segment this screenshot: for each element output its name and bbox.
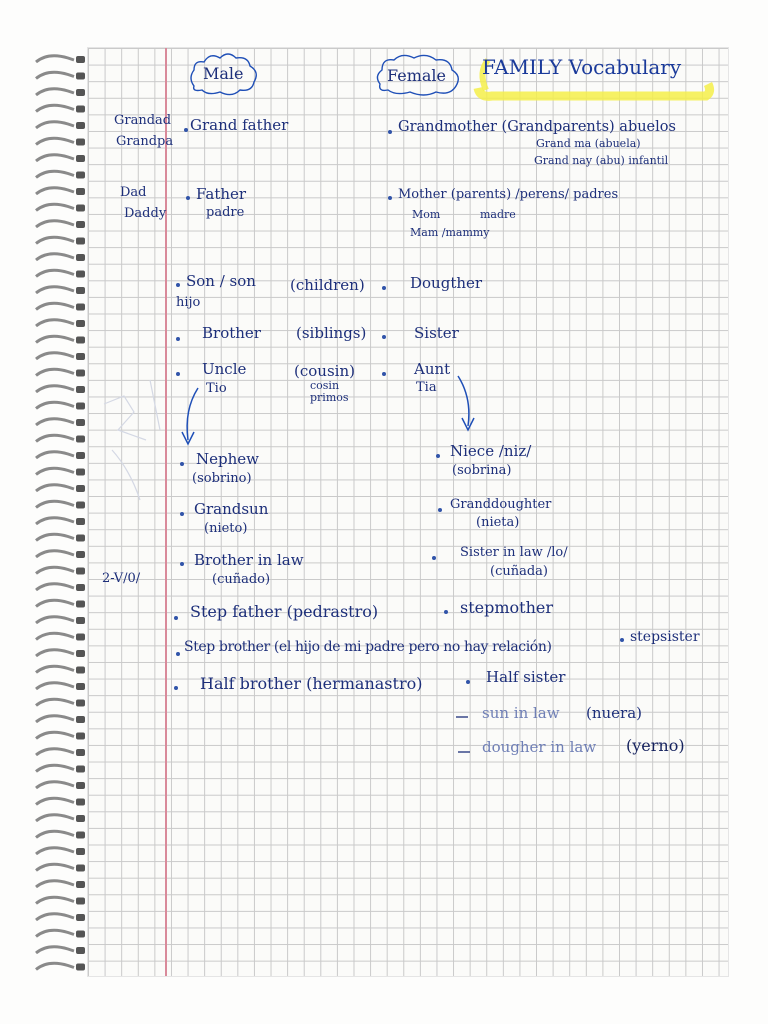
word-mother: Mother (parents) /perens/ padres <box>398 187 619 202</box>
word-mam: Mam /mammy <box>410 226 490 239</box>
bullet <box>436 454 440 458</box>
bullet <box>176 337 180 341</box>
word-son: Son / son <box>186 272 256 290</box>
word-stepbrother: Step brother (el hijo de mi padre pero no hay relación) <box>184 639 552 655</box>
word-mom: Mom <box>412 208 441 221</box>
note-date: 2-V/0/ <box>102 571 141 586</box>
word-sisterinlaw: Sister in law /lo/ <box>460 545 568 560</box>
word-uncle: Uncle <box>202 360 247 378</box>
bullet <box>382 335 386 339</box>
word-tia: Tia <box>416 380 437 395</box>
bullet <box>466 680 470 684</box>
bullet <box>184 128 188 132</box>
word-halfbrother: Half brother (hermanastro) <box>200 674 423 693</box>
word-madre: madre <box>480 208 516 221</box>
word-nuera: (nuera) <box>586 704 643 722</box>
word-stepsister: stepsister <box>630 629 700 645</box>
word-granddaughter: Granddoughter <box>450 497 552 512</box>
bullet <box>180 512 184 516</box>
word-grandma: Grand ma (abuela) <box>536 137 641 150</box>
title-highlight <box>478 84 710 96</box>
word-yerno: (yerno) <box>626 736 685 755</box>
word-siblings: (siblings) <box>296 324 367 342</box>
bullet <box>382 286 386 290</box>
bullet <box>174 686 178 690</box>
arrow-aunt-to-niece <box>458 376 469 426</box>
word-children: (children) <box>290 276 365 294</box>
word-nieta: (nieta) <box>476 515 520 530</box>
bullet <box>432 556 436 560</box>
note-dad: Dad <box>120 185 147 200</box>
note-grandpa: Grandpa <box>116 134 174 149</box>
bullet <box>438 508 442 512</box>
word-cousin: (cousin) <box>294 362 355 380</box>
word-cunada: (cuñada) <box>490 564 548 579</box>
page-title: FAMILY Vocabulary <box>482 55 682 79</box>
bullet <box>388 196 392 200</box>
word-tio: Tio <box>206 381 227 396</box>
word-hijo: hijo <box>176 295 201 310</box>
bullet <box>186 196 190 200</box>
word-nephew: Nephew <box>196 450 259 468</box>
word-father: Father <box>196 185 247 203</box>
word-primos: primos <box>310 391 349 404</box>
bullet <box>176 652 180 656</box>
word-stepfather: Step father (pedrastro) <box>190 602 379 621</box>
word-grandnay: Grand nay (abu) infantil <box>534 154 669 167</box>
bullet <box>388 130 392 134</box>
bullet <box>174 616 178 620</box>
bullet <box>180 462 184 466</box>
bullet <box>176 372 180 376</box>
word-nieto: (nieto) <box>204 521 248 536</box>
word-grandson: Grandsun <box>194 500 269 518</box>
word-sister: Sister <box>414 324 459 342</box>
female-heading: Female <box>387 66 446 85</box>
word-brother: Brother <box>202 324 261 342</box>
word-daughter: Dougther <box>410 274 483 292</box>
arrow-uncle-to-nephew <box>187 388 198 440</box>
note-daddy: Daddy <box>124 206 167 221</box>
bullet <box>180 562 184 566</box>
word-halfsister: Half sister <box>486 668 566 686</box>
word-daughterinlaw: dougher in law <box>482 738 597 756</box>
bullet <box>620 638 624 642</box>
note-granddad: Grandad <box>114 113 172 128</box>
bullet <box>444 610 448 614</box>
bullet <box>382 372 386 376</box>
word-brotherinlaw: Brother in law <box>194 551 304 569</box>
word-cosin: cosin <box>310 379 340 392</box>
word-soninlaw: sun in law <box>482 704 560 722</box>
word-grandmother: Grandmother (Grandparents) abuelos <box>398 119 676 135</box>
male-heading: Male <box>203 64 244 83</box>
word-sobrina: (sobrina) <box>452 463 512 478</box>
word-stepmother: stepmother <box>460 598 554 617</box>
word-grandfather: Grand father <box>190 116 289 134</box>
word-niece: Niece /niz/ <box>450 442 532 460</box>
word-sobrino: (sobrino) <box>192 471 252 486</box>
bullet <box>176 283 180 287</box>
word-cunado: (cuñado) <box>212 572 271 587</box>
word-aunt: Aunt <box>414 360 451 378</box>
erased-pencil-sketch <box>104 380 160 500</box>
word-padre: padre <box>206 205 245 220</box>
